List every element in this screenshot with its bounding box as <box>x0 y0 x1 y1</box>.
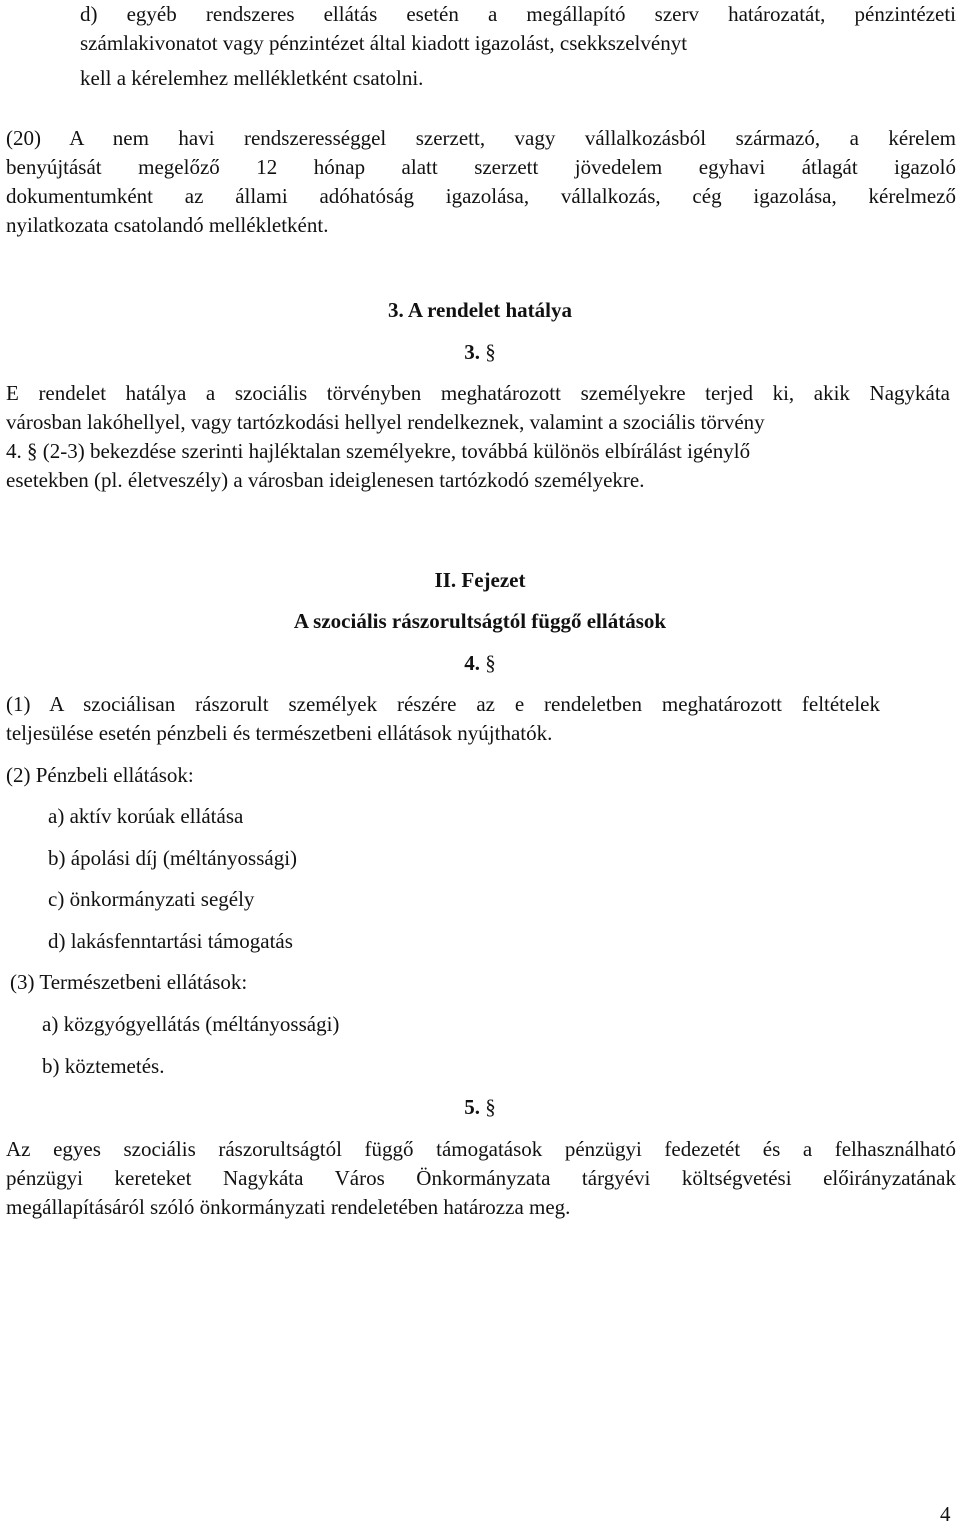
list-item: a) aktív korúak ellátása <box>48 804 244 828</box>
text-line: Az egyes szociális rászorultságtól függő támogatások pénzügyi fedezetét és a felhasználható <box>6 1137 956 1161</box>
paragraph-number-value: 5. <box>464 1095 480 1119</box>
list-intro: (2) Pénzbeli ellátások: <box>6 763 194 787</box>
text-line: teljesülése esetén pénzbeli és természetbeni ellátások nyújthatók. <box>6 721 553 745</box>
page-number: 4 <box>940 1502 951 1526</box>
section-sign: § <box>485 1095 496 1119</box>
chapter-title: A szociális rászorultságtól függő ellátások <box>293 609 667 633</box>
list-item: d) lakásfenntartási támogatás <box>48 929 293 953</box>
paragraph-number-value: 4. <box>464 651 480 675</box>
text-line: (1) A szociálisan rászorult személyek részére az e rendeletben meghatározott feltételek <box>6 692 880 716</box>
paragraph-number-value: 3. <box>464 340 480 364</box>
text-line: E rendelet hatálya a szociális törvényben meghatározott személyekre terjed ki, akik Nagykáta <box>6 381 950 405</box>
text-line: esetekben (pl. életveszély) a városban ideiglenesen tartózkodó személyekre. <box>6 468 645 492</box>
section-heading: 3. A rendelet hatálya <box>388 298 572 322</box>
paragraph-number <box>0 1093 960 1122</box>
text-line: megállapításáról szóló önkormányzati rendeletében határozza meg. <box>6 1195 571 1219</box>
list-intro: (3) Természetbeni ellátások: <box>10 970 248 994</box>
text-line: dokumentumként az állami adóhatóság igazolása, vállalkozás, cég igazolása, kérelmező <box>6 184 956 208</box>
text-line: városban lakóhellyel, vagy tartózkodási hellyel rendelkeznek, valamint a szociális törvény <box>6 410 765 434</box>
list-item: b) köztemetés. <box>42 1054 165 1078</box>
section-sign: § <box>485 651 496 675</box>
list-item: b) ápolási díj (méltányossági) <box>48 846 298 870</box>
text-line: benyújtását megelőző 12 hónap alatt szerzett jövedelem egyhavi átlagát igazoló <box>6 155 956 179</box>
text-line: (20) A nem havi rendszerességgel szerzett, vagy vállalkozásból származó, a kérelem <box>6 126 956 150</box>
text-line: kell a kérelemhez mellékletként csatolni. <box>80 66 424 90</box>
text-line: d) egyéb rendszeres ellátás esetén a megállapító szerv határozatát, pénzintézeti <box>80 2 956 26</box>
paragraph-number <box>0 338 960 367</box>
text-line: nyilatkozata csatolandó mellékletként. <box>6 213 329 237</box>
section-sign: § <box>485 340 496 364</box>
chapter-heading: II. Fejezet <box>434 568 526 592</box>
text-line: pénzügyi kereteket Nagykáta Város Önkormányzata tárgyévi költségvetési előirányzatának <box>6 1166 956 1190</box>
paragraph-number <box>0 649 960 678</box>
text-line: 4. § (2-3) bekezdése szerinti hajléktalan személyekre, továbbá különös elbírálást igénylő <box>6 439 751 463</box>
list-item: c) önkormányzati segély <box>48 887 255 911</box>
text-line: számlakivonatot vagy pénzintézet által kiadott igazolást, csekkszelvényt <box>80 31 688 55</box>
list-item: a) közgyógyellátás (méltányossági) <box>42 1012 340 1036</box>
